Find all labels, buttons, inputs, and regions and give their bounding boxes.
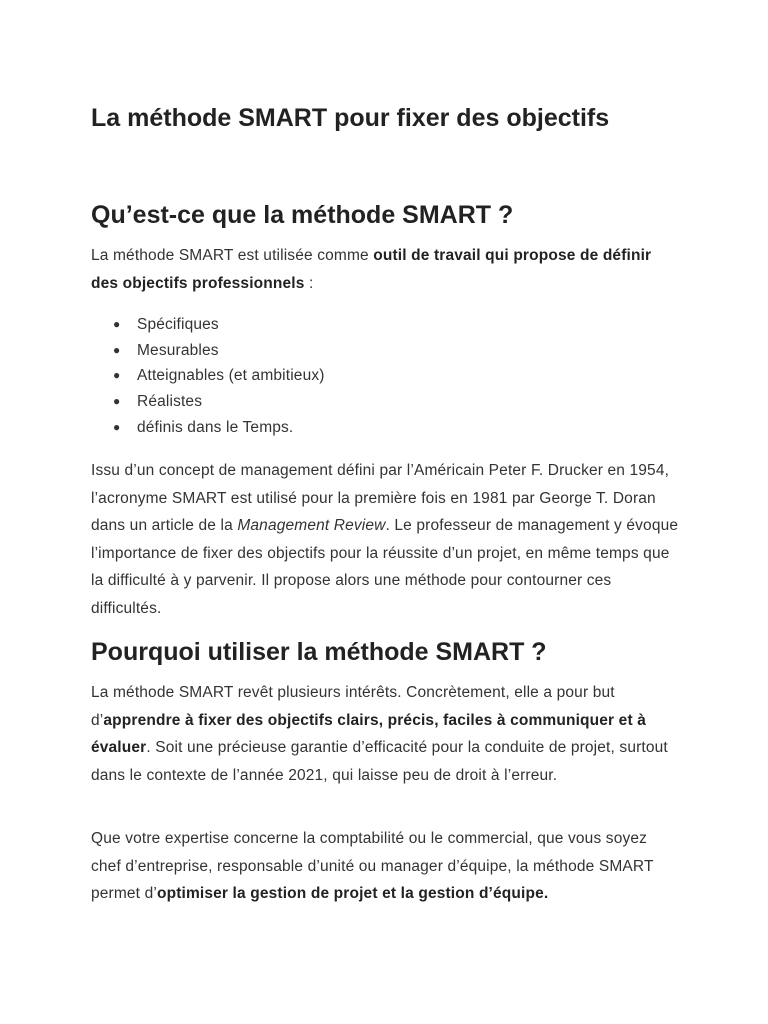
history-text: Issu d’un concept de management défini par l’Américain Peter F. Drucker en 1954, l’acronyme SMART est utilisé pour la première fois en 1981 par George T. Doran dans un article de la — [91, 462, 670, 534]
list-item-label: définis dans le Temps. — [137, 418, 294, 436]
page-title: La méthode SMART pour fixer des objectifs — [91, 104, 610, 132]
expertise-paragraph — [91, 825, 681, 908]
benefits-text: La méthode SMART revêt plusieurs intérêts. Concrètement, elle a pour but d’ — [91, 684, 615, 729]
intro-text: La méthode SMART est utilisée comme — [91, 247, 374, 264]
bullet-icon: ● — [113, 368, 121, 383]
bullet-icon: ● — [113, 419, 121, 434]
expertise-text: Que votre expertise concerne la comptabilité ou le commercial, que vous soyez chef d’entreprise, responsable d’unité ou manager d’équipe, la méthode SMART permet d’ — [91, 830, 654, 902]
bullet-icon: ● — [113, 342, 121, 357]
history-text-end: . Le professeur de management y évoque l’importance de fixer des objectifs pour la réussite d’un projet, en même temps que la difficulté à y parvenir. Il propose alors une méthode pour contourner ces difficultés. — [91, 517, 679, 617]
history-paragraph — [91, 457, 681, 622]
list-item — [113, 338, 325, 364]
list-item — [113, 312, 325, 338]
list-item-label: Réalistes — [137, 393, 203, 411]
bullet-icon: ● — [113, 317, 121, 331]
section-heading-what-is-smart: Qu’est-ce que la méthode SMART ? — [91, 201, 514, 229]
benefits-bold-text: apprendre à fixer des objectifs clairs, précis, faciles à communiquer et à évaluer — [91, 711, 646, 756]
intro-text-end: : — [304, 274, 314, 292]
intro-paragraph — [91, 242, 681, 297]
list-item-label: Mesurables — [137, 341, 219, 359]
expertise-bold-text: optimiser la gestion de projet et la gestion d’équipe. — [156, 885, 549, 902]
smart-criteria-list — [91, 312, 325, 441]
list-item — [113, 363, 325, 389]
history-italic-text: Management Review — [237, 517, 386, 534]
list-item-label: Atteignables (et ambitieux) — [137, 367, 325, 385]
bullet-icon: ● — [113, 394, 121, 409]
intro-bold-text: outil de travail qui propose de définir des objectifs professionnels — [91, 247, 652, 292]
list-item — [113, 415, 325, 441]
benefits-paragraph — [91, 679, 681, 789]
list-item — [113, 389, 325, 415]
section-heading-why-smart: Pourquoi utiliser la méthode SMART ? — [91, 638, 547, 666]
benefits-text-end: . Soit une précieuse garantie d’efficacité pour la conduite de projet, surtout dans le contexte de l’année 2021, qui laisse peu de droit à l’erreur. — [91, 739, 668, 784]
list-item-label: Spécifiques — [137, 316, 219, 333]
